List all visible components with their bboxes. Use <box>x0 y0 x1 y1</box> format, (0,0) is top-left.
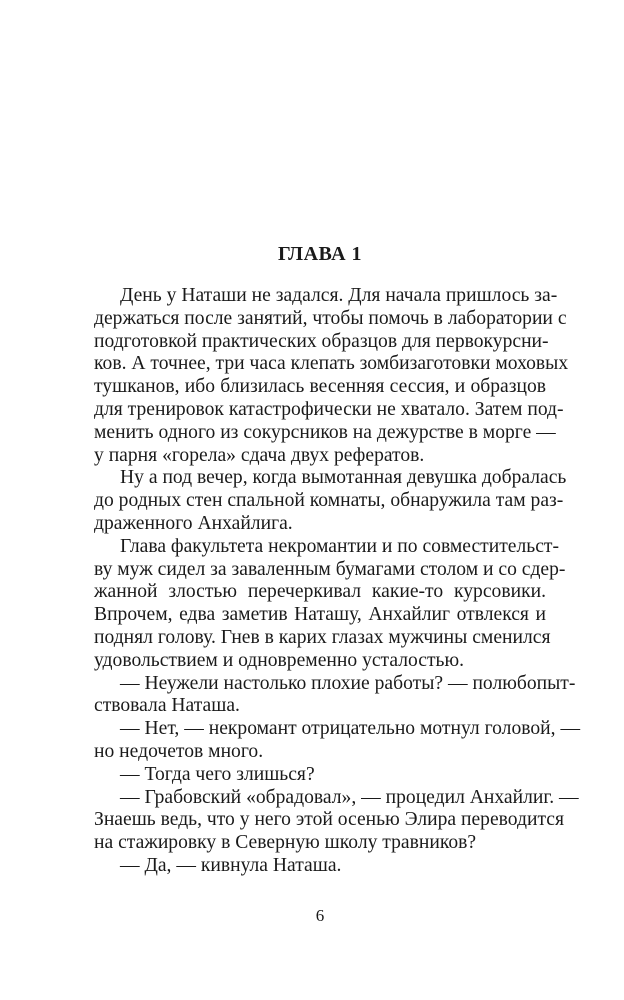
text-line: жанной злостью перечеркивал какие-то курсовики. <box>94 581 546 603</box>
text-line: для тренировок катастрофически не хватало. Затем под- <box>94 398 564 420</box>
text-line: у парня «горела» сдача двух рефератов. <box>94 444 425 466</box>
paragraph <box>94 672 576 719</box>
text-line: удовольствием и одновременно усталостью. <box>94 649 465 671</box>
text-line: Впрочем, едва заметив Наташу, Анхайлиг отвлекся и <box>94 604 546 626</box>
text-line: — Неужели настолько плохие работы? — полюбопыт- <box>120 672 576 694</box>
text-line: — Грабовский «обрадовал», — процедил Анхайлиг. — <box>120 786 579 808</box>
text-line: тушканов, ибо близилась весенняя сессия, и образцов <box>94 376 546 398</box>
paragraph <box>94 855 546 878</box>
text-line: — Нет, — некромант отрицательно мотнул головой, — <box>120 718 581 740</box>
text-line: но недочетов много. <box>94 740 264 762</box>
paragraph <box>94 764 546 787</box>
text-line: менить одного из сокурсников на дежурстве в морге — <box>94 421 556 443</box>
chapter-title: ГЛАВА 1 <box>277 243 363 265</box>
text-line: — Да, — кивнула Наташа. <box>120 854 342 876</box>
paragraph <box>94 786 579 855</box>
text-line: ву муж сидел за заваленным бумагами столом и со сдер- <box>94 558 566 580</box>
book-page <box>94 0 581 1000</box>
text-line: День у Наташи не задался. Для начала пришлось за- <box>120 285 558 306</box>
page-number: 6 <box>315 906 325 925</box>
text-line: держаться после занятий, чтобы помочь в лаборатории с <box>94 307 567 329</box>
text-line: на стажировку в Северную школу травников? <box>94 832 477 854</box>
paragraph <box>94 285 569 467</box>
text-line: Глава факультета некромантии и по совместительст- <box>120 535 559 557</box>
text-line: ствовала Наташа. <box>94 695 240 717</box>
text-line: поднял голову. Гнев в карих глазах мужчины сменился <box>94 626 551 648</box>
text-line: драженного Анхайлига. <box>94 512 293 534</box>
paragraph <box>94 467 567 535</box>
text-line: Знаешь ведь, что у него этой осенью Элира переводится <box>94 809 564 831</box>
paragraph <box>94 535 566 673</box>
text-line: ков. А точнее, три часа клепать зомбизаготовки моховых <box>94 353 569 375</box>
chapter-body <box>94 285 581 878</box>
text-line: — Тогда чего злишься? <box>120 763 315 785</box>
text-line: до родных стен спальной комнаты, обнаружила там раз- <box>94 490 564 512</box>
text-line: подготовкой практических образцов для первокурсни- <box>94 330 549 352</box>
text-line: Ну а под вечер, когда вымотанная девушка добралась <box>120 467 567 489</box>
paragraph <box>94 718 581 764</box>
